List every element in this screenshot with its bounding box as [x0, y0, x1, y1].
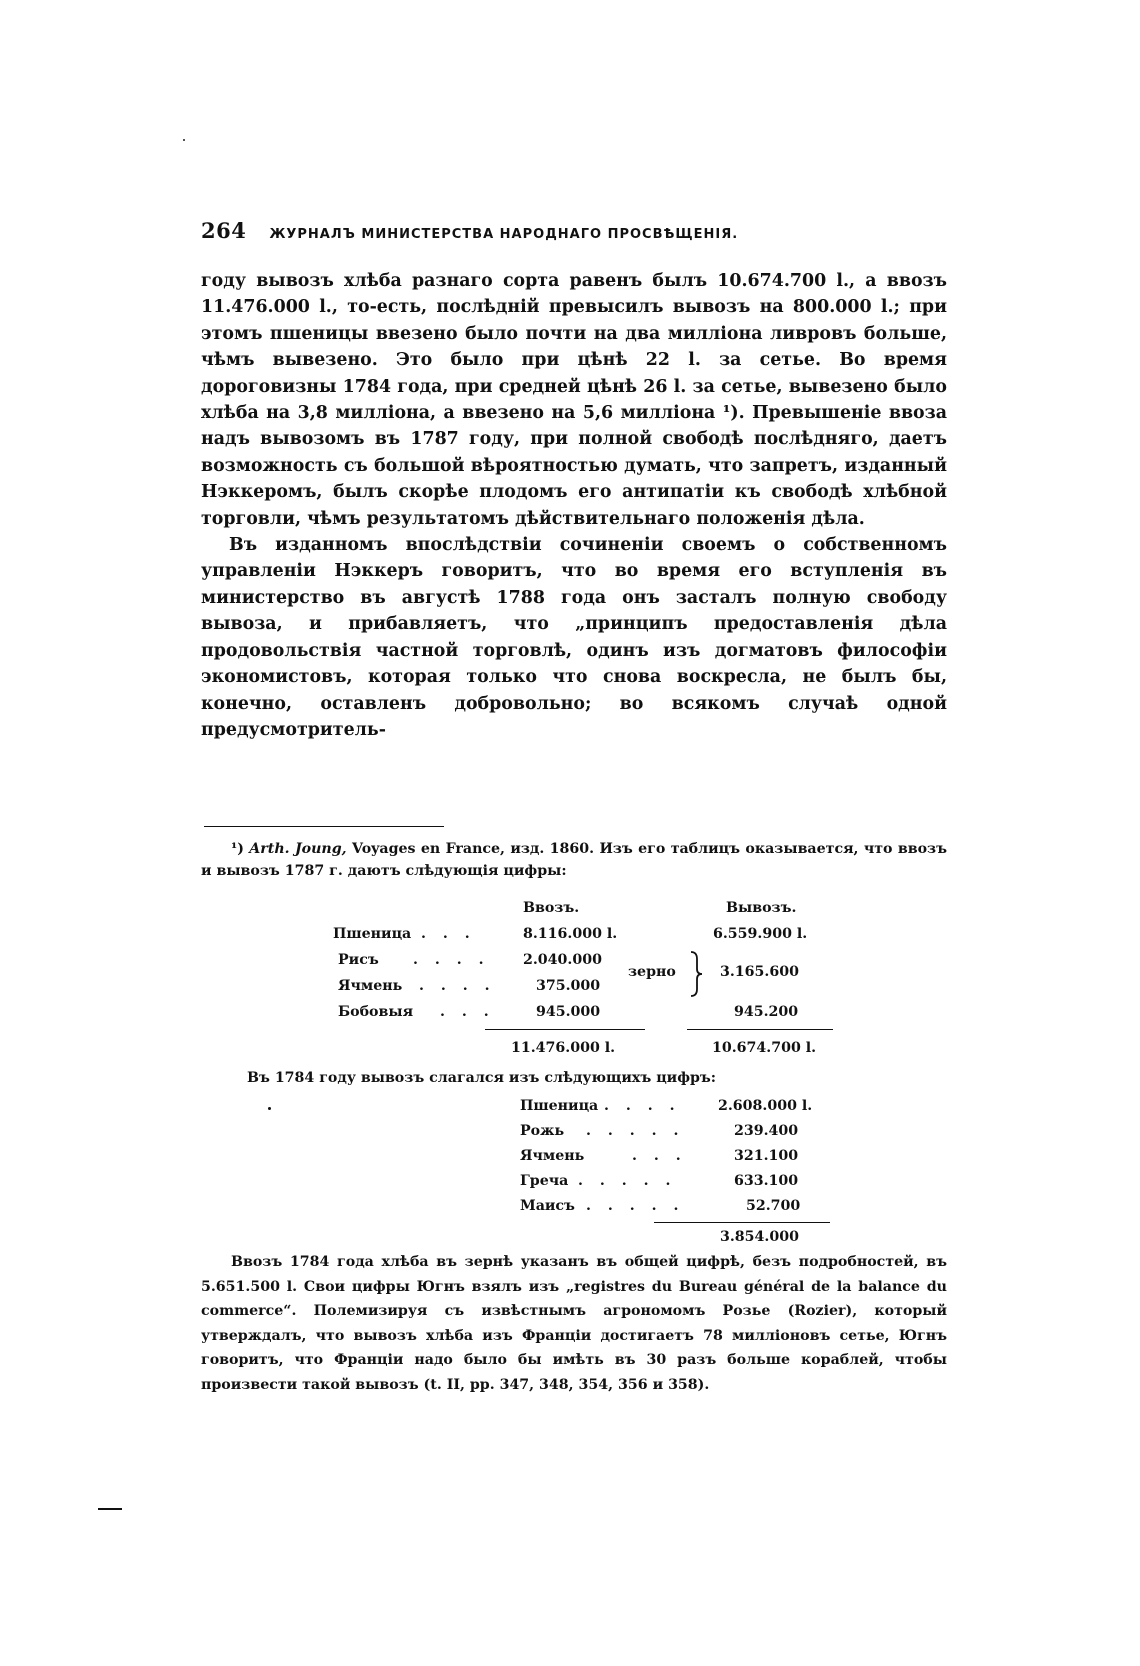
table-1784-row-value: 321.100 [734, 1148, 799, 1164]
footnote-marker: ¹) [231, 841, 244, 857]
table-1787-row-import: 375.000 [536, 978, 601, 994]
print-speck [268, 1107, 271, 1110]
table-1787-header-export: Вывозъ. [726, 900, 797, 916]
table-1787-row-name: Бобовыя [338, 1004, 414, 1020]
table-1787-row-import: 945.000 [536, 1004, 601, 1020]
table-1784-row-name: Пшеница [520, 1098, 599, 1114]
margin-mark [98, 1508, 122, 1510]
table-1787-row-name: Рисъ [338, 952, 379, 968]
footnote-author: Arth. Joung, [249, 841, 347, 857]
main-text [201, 268, 947, 743]
grain-label: зерно [628, 964, 676, 980]
table-1784-row-name: Маисъ [520, 1198, 575, 1214]
footnote-1784-intro: Въ 1784 году вывозъ слагался изъ слѣдующихъ цифръ: [247, 1070, 717, 1086]
paragraph-1: году вывозъ хлѣба разнаго сорта равенъ былъ 10.674.700 l., а ввозъ 11.476.000 l., то-есть, послѣдній превысилъ вывозъ на 800.000 l.; при этомъ пшеницы ввезено было почти на два милліона ливровъ больше, чѣмъ вывезено. Это было при цѣнѣ 22 l. за сетье. Во время дороговизны 1784 года, при средней цѣнѣ 26 l. за сетье, вывезено было хлѣба на 3,8 милліона, а ввезено на 5,6 милліона ¹). Превышеніе ввоза надъ вывозомъ въ 1787 году, при полной свободѣ послѣдняго, даетъ возможность съ большой вѣроятностью думать, что запретъ, изданный Нэккеромъ, былъ скорѣе плодомъ его антипатіи къ свободѣ хлѣбной торговли, чѣмъ результатомъ дѣйствительнаго положенія дѣла. [201, 271, 947, 529]
dot-leader: . . . . [413, 952, 490, 968]
dot-leader: . . . [440, 1004, 495, 1020]
table-1787-export-rule [687, 1029, 833, 1030]
dot-leader: . . . . . [586, 1198, 685, 1214]
running-header [201, 218, 843, 248]
table-1787-import-rule [485, 1029, 645, 1030]
paragraph-2: Въ изданномъ впослѣдствіи сочиненіи своемъ о собственномъ управленіи Нэккеръ говоритъ, что во время его вступленія въ министерство въ августѣ 1788 года онъ засталъ полную свободу вывоза, и прибавляетъ, что „принципъ предоставленія дѣла продовольствія частной торговлѣ, одинъ изъ догматовъ философіи экономистовъ, которая только что снова воскресла, не былъ бы, конечно, оставленъ добровольно; во всякомъ случаѣ одной предусмотритель- [201, 535, 947, 740]
table-1784-row-value: 239.400 [734, 1123, 799, 1139]
table-1784-row-name: Ячмень [520, 1148, 585, 1164]
dot-leader: . . . . [419, 978, 496, 994]
print-speck [183, 139, 185, 141]
dot-leader: . . . . [604, 1098, 681, 1114]
footnote-divider [204, 826, 444, 827]
table-1784-row-value: 633.100 [734, 1173, 799, 1189]
grain-brace [689, 951, 703, 997]
table-1784-row-name: Греча [520, 1173, 569, 1189]
table-1787-row-import: 2.040.000 [523, 952, 602, 968]
table-1784-total: 3.854.000 [720, 1229, 799, 1245]
dot-leader: . . . [421, 926, 476, 942]
dot-leader: . . . . . [578, 1173, 677, 1189]
table-1787-total-import: 11.476.000 l. [511, 1040, 616, 1056]
dot-leader: . . . . . [586, 1123, 685, 1139]
table-1784-row-value: 2.608.000 l. [718, 1098, 813, 1114]
table-1787-total-export: 10.674.700 l. [712, 1040, 817, 1056]
table-1784-row-name: Рожь [520, 1123, 565, 1139]
table-1787-row-export: 945.200 [734, 1004, 799, 1020]
table-1784-rule [654, 1222, 830, 1223]
footnote-intro-text: Voyages en France, изд. 1860. Изъ его таблицъ оказывается, что ввозъ и вывозъ 1787 г. даютъ слѣдующія цифры: [201, 841, 947, 879]
footnote-intro [201, 838, 947, 882]
table-1787-row-name: Ячмень [338, 978, 403, 994]
table-1784-row-value: 52.700 [746, 1198, 801, 1214]
table-1787-row-import: 8.116.000 l. [523, 926, 618, 942]
table-1787-row-export: 6.559.900 l. [713, 926, 808, 942]
grain-export: 3.165.600 [720, 964, 799, 980]
page-number: 264 [201, 218, 247, 243]
table-1787-header-import: Ввозъ. [523, 900, 580, 916]
dot-leader: . . . [632, 1148, 687, 1164]
table-1787-row-name: Пшеница [333, 926, 412, 942]
footnote-closing: Ввозъ 1784 года хлѣба въ зернѣ указанъ въ общей цифрѣ, безъ подробностей, въ 5.651.500 l. Свои цифры Югнъ взялъ изъ „registres du Bureau général de la balance du commerce“. Полемизируя съ извѣстнымъ агрономомъ Розье (Rozier), который утверждалъ, что вывозъ хлѣба изъ Франціи достигаетъ 78 милліоновъ сетье, Югнъ говоритъ, что Франціи надо было бы имѣть въ 30 разъ больше кораблей, чтобы произвести такой вывозъ (t. II, pp. 347, 348, 354, 356 и 358). [201, 1254, 947, 1393]
journal-title: ЖУРНАЛЪ МИНИСТЕРСТВА НАРОДНАГО ПРОСВѢЩЕНІЯ. [269, 227, 739, 242]
